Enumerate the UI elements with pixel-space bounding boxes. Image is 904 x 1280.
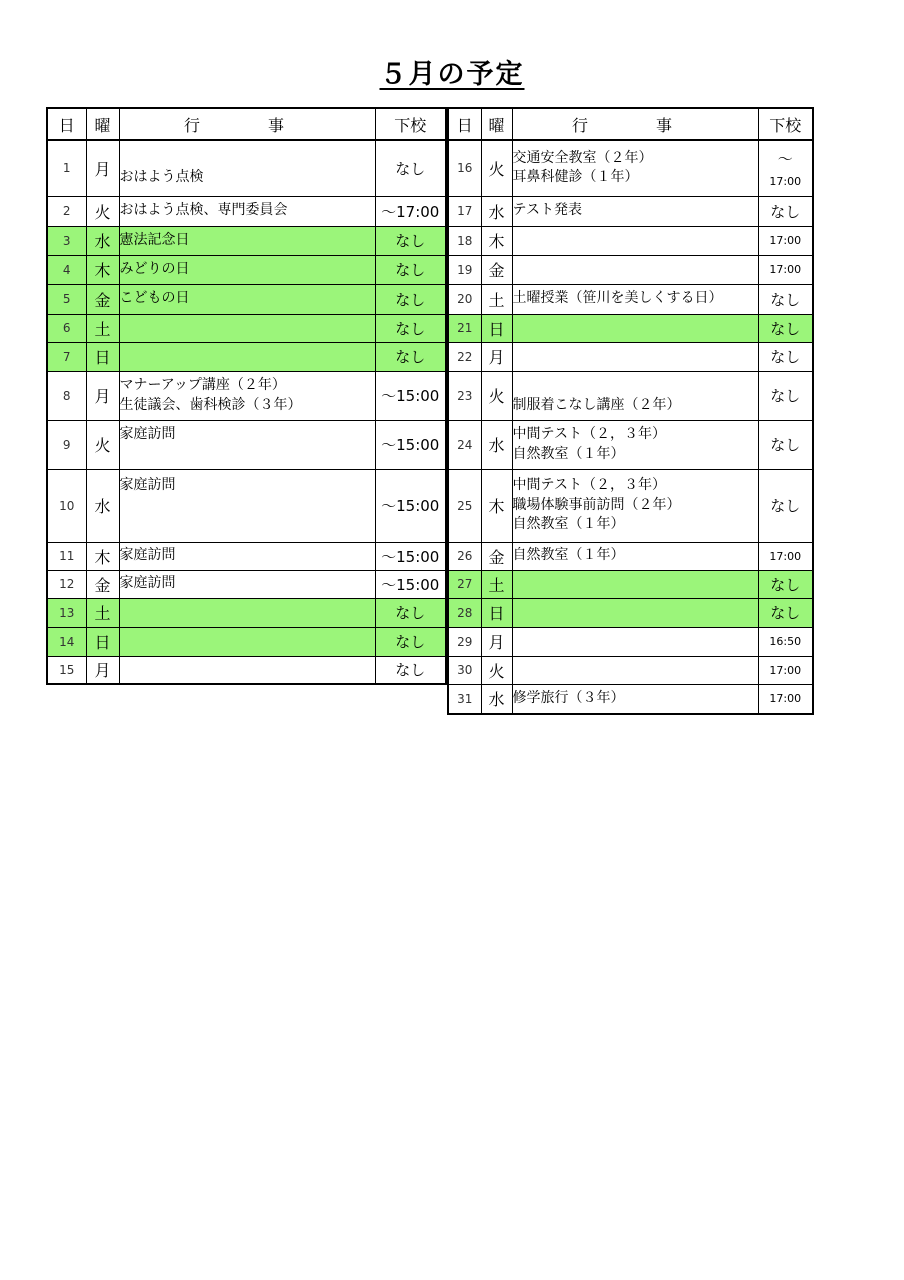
- schedule-row: [448, 570, 813, 598]
- event-cell: [119, 196, 375, 226]
- event-line: [120, 603, 375, 623]
- event-line: [120, 632, 375, 652]
- event-cell: [512, 656, 758, 684]
- weekday-cell: 日: [86, 627, 119, 656]
- event-line: 家庭訪問: [119, 575, 176, 592]
- leave-time-cell: なし: [758, 284, 813, 314]
- schedule-row: [448, 656, 813, 684]
- header-leave: 下校: [375, 108, 446, 140]
- leave-time-line: ～: [777, 150, 793, 169]
- schedule-row: [47, 255, 446, 284]
- event-cell: [119, 542, 375, 570]
- schedule-row: [448, 226, 813, 255]
- event-cell: [512, 420, 758, 469]
- schedule-row: [47, 226, 446, 255]
- event-cell: [119, 140, 375, 196]
- event-line: 家庭訪問: [119, 477, 176, 494]
- weekday-cell: 金: [481, 542, 512, 570]
- event-cell: [119, 598, 375, 627]
- schedule-table-left: [46, 107, 447, 685]
- leave-time-cell: なし: [375, 226, 446, 255]
- event-cell: [512, 598, 758, 627]
- leave-time-cell: 17:00: [758, 684, 813, 714]
- day-cell: 30: [448, 656, 481, 684]
- event-cell: [119, 469, 375, 542]
- leave-time-cell: 17:00: [758, 226, 813, 255]
- weekday-cell: 火: [481, 140, 512, 196]
- leave-time-cell: ～15:00: [375, 570, 446, 598]
- schedule-row: [47, 342, 446, 371]
- event-cell: [119, 314, 375, 342]
- leave-time-cell: なし: [758, 598, 813, 627]
- schedule-row: [47, 284, 446, 314]
- weekday-cell: 金: [481, 255, 512, 284]
- schedule-row: [448, 684, 813, 714]
- day-cell: 15: [47, 656, 86, 684]
- event-line: みどりの日: [119, 260, 190, 277]
- event-line: 自然教室（１年）: [512, 516, 625, 533]
- schedule-row: [47, 314, 446, 342]
- schedule-row: [47, 371, 446, 420]
- weekday-cell: 土: [481, 570, 512, 598]
- day-cell: 26: [448, 542, 481, 570]
- event-cell: [119, 255, 375, 284]
- schedule-row: [448, 284, 813, 314]
- leave-time-cell: なし: [375, 314, 446, 342]
- event-line: 家庭訪問: [119, 425, 176, 442]
- weekday-cell: 土: [86, 314, 119, 342]
- event-cell: [512, 627, 758, 656]
- header-event: 行 事: [119, 108, 375, 140]
- day-cell: 24: [448, 420, 481, 469]
- event-cell: [512, 684, 758, 714]
- schedule-row: [47, 140, 446, 196]
- day-cell: 19: [448, 255, 481, 284]
- event-line: 中間テスト（２，３年）: [512, 477, 666, 494]
- leave-time-cell: ～15:00: [375, 469, 446, 542]
- leave-time-cell: なし: [375, 255, 446, 284]
- event-line: [513, 231, 758, 251]
- day-cell: 21: [448, 314, 481, 342]
- event-cell: [119, 342, 375, 371]
- page-title: ５月の予定: [379, 59, 525, 90]
- weekday-cell: 月: [86, 140, 119, 196]
- leave-time-cell: なし: [758, 570, 813, 598]
- event-cell: [512, 314, 758, 342]
- schedule-row: [448, 420, 813, 469]
- schedule-row: [448, 469, 813, 542]
- weekday-cell: 木: [86, 255, 119, 284]
- event-line: 生徒議会、歯科検診（３年）: [119, 396, 302, 413]
- event-line: [513, 632, 758, 652]
- weekday-cell: 土: [86, 598, 119, 627]
- day-cell: 25: [448, 469, 481, 542]
- event-cell: [512, 469, 758, 542]
- weekday-cell: 火: [86, 420, 119, 469]
- event-cell: [119, 656, 375, 684]
- schedule-row: [47, 598, 446, 627]
- event-line: [120, 445, 375, 465]
- header-day: 日: [448, 108, 481, 140]
- header-row: [448, 108, 813, 140]
- leave-time-cell: ～15:00: [375, 542, 446, 570]
- event-line: 家庭訪問: [119, 547, 176, 564]
- schedule-row: [448, 542, 813, 570]
- leave-time-cell: なし: [758, 196, 813, 226]
- leave-time-cell: なし: [375, 284, 446, 314]
- weekday-cell: 木: [86, 542, 119, 570]
- leave-time-cell: なし: [375, 598, 446, 627]
- weekday-cell: 月: [86, 371, 119, 420]
- schedule-row: [448, 598, 813, 627]
- weekday-cell: 日: [481, 598, 512, 627]
- day-cell: 23: [448, 371, 481, 420]
- leave-time-cell: なし: [758, 420, 813, 469]
- leave-time-cell: なし: [758, 469, 813, 542]
- leave-time-cell: ～15:00: [375, 371, 446, 420]
- day-cell: 20: [448, 284, 481, 314]
- schedule-row: [448, 196, 813, 226]
- schedule-row: [47, 656, 446, 684]
- weekday-cell: 水: [481, 196, 512, 226]
- event-line: 自然教室（１年）: [512, 547, 625, 564]
- leave-time-cell: 17:00: [758, 656, 813, 684]
- event-cell: [512, 140, 758, 196]
- event-cell: [119, 226, 375, 255]
- weekday-cell: 木: [481, 469, 512, 542]
- event-line: [120, 347, 375, 367]
- schedule-table-right: [447, 107, 814, 715]
- event-line: おはよう点検、専門委員会: [119, 202, 288, 219]
- weekday-cell: 月: [481, 342, 512, 371]
- weekday-cell: 日: [481, 314, 512, 342]
- event-cell: [119, 371, 375, 420]
- event-line: [513, 376, 758, 396]
- schedule-row: [448, 140, 813, 196]
- leave-time-cell: なし: [375, 656, 446, 684]
- event-cell: [512, 570, 758, 598]
- day-cell: 10: [47, 469, 86, 542]
- weekday-cell: 水: [481, 684, 512, 714]
- weekday-cell: 月: [481, 627, 512, 656]
- schedule-row: [47, 196, 446, 226]
- day-cell: 14: [47, 627, 86, 656]
- event-line: こどもの日: [119, 290, 190, 307]
- event-line: [120, 660, 375, 680]
- day-cell: 8: [47, 371, 86, 420]
- event-line: [120, 318, 375, 338]
- event-cell: [119, 570, 375, 598]
- day-cell: 27: [448, 570, 481, 598]
- day-cell: 13: [47, 598, 86, 627]
- event-line: 自然教室（１年）: [512, 445, 625, 462]
- leave-time-cell: なし: [375, 342, 446, 371]
- schedule-row: [448, 627, 813, 656]
- day-cell: 7: [47, 342, 86, 371]
- schedule-row: [448, 371, 813, 420]
- day-cell: 3: [47, 226, 86, 255]
- header-weekday: 曜: [481, 108, 512, 140]
- header-row: [47, 108, 446, 140]
- day-cell: 6: [47, 314, 86, 342]
- weekday-cell: 金: [86, 570, 119, 598]
- event-line: [513, 574, 758, 594]
- weekday-cell: 日: [86, 342, 119, 371]
- day-cell: 4: [47, 255, 86, 284]
- header-day: 日: [47, 108, 86, 140]
- event-line: マナーアップ講座（２年）: [119, 376, 286, 393]
- day-cell: 22: [448, 342, 481, 371]
- schedule-row: [448, 255, 813, 284]
- schedule-row: [47, 570, 446, 598]
- day-cell: 31: [448, 684, 481, 714]
- leave-time-cell: なし: [375, 627, 446, 656]
- weekday-cell: 金: [86, 284, 119, 314]
- leave-time-cell: 17:00: [758, 542, 813, 570]
- header-event: 行 事: [512, 108, 758, 140]
- leave-time-cell: 17:00: [758, 255, 813, 284]
- day-cell: 2: [47, 196, 86, 226]
- weekday-cell: 火: [481, 371, 512, 420]
- day-cell: 11: [47, 542, 86, 570]
- weekday-cell: 水: [481, 420, 512, 469]
- event-line: [513, 318, 758, 338]
- event-cell: [119, 420, 375, 469]
- day-cell: 29: [448, 627, 481, 656]
- event-line: 憲法記念日: [119, 231, 190, 248]
- leave-time-cell: 16:50: [758, 627, 813, 656]
- event-cell: [512, 226, 758, 255]
- schedule-row: [47, 542, 446, 570]
- event-line: テスト発表: [512, 202, 582, 219]
- day-cell: 5: [47, 284, 86, 314]
- day-cell: 12: [47, 570, 86, 598]
- leave-time-cell: なし: [375, 140, 446, 196]
- leave-time-cell: なし: [758, 314, 813, 342]
- weekday-cell: 土: [481, 284, 512, 314]
- day-cell: 16: [448, 140, 481, 196]
- leave-time-cell: なし: [758, 371, 813, 420]
- page-title-wrap: [0, 52, 904, 91]
- schedule-row: [47, 627, 446, 656]
- leave-time-cell: なし: [758, 342, 813, 371]
- weekday-cell: 水: [86, 226, 119, 255]
- event-line: [513, 603, 758, 623]
- day-cell: 9: [47, 420, 86, 469]
- day-cell: 17: [448, 196, 481, 226]
- schedule-row: [448, 342, 813, 371]
- event-cell: [512, 196, 758, 226]
- event-line: [120, 149, 375, 169]
- event-line: [120, 496, 375, 516]
- event-line: [513, 660, 758, 680]
- event-line: 中間テスト（２，３年）: [512, 425, 666, 442]
- schedule-row: [448, 314, 813, 342]
- header-leave: 下校: [758, 108, 813, 140]
- event-line: 土曜授業（笹川を美しくする日）: [512, 290, 723, 307]
- event-line: 修学旅行（３年）: [512, 689, 625, 706]
- weekday-cell: 火: [481, 656, 512, 684]
- event-cell: [512, 542, 758, 570]
- header-weekday: 曜: [86, 108, 119, 140]
- weekday-cell: 火: [86, 196, 119, 226]
- event-cell: [512, 284, 758, 314]
- schedule-row: [47, 420, 446, 469]
- event-cell: [119, 284, 375, 314]
- leave-time-cell: ～17:00: [375, 196, 446, 226]
- event-cell: [512, 371, 758, 420]
- event-line: おはよう点検: [119, 169, 204, 186]
- weekday-cell: 月: [86, 656, 119, 684]
- event-line: [120, 515, 375, 535]
- day-cell: 18: [448, 226, 481, 255]
- event-line: [513, 347, 758, 367]
- leave-time-line: 17:00: [769, 175, 802, 189]
- event-cell: [512, 342, 758, 371]
- schedule-row: [47, 469, 446, 542]
- leave-time-cell: [758, 140, 813, 196]
- event-cell: [512, 255, 758, 284]
- event-line: [513, 260, 758, 280]
- event-cell: [119, 627, 375, 656]
- day-cell: 28: [448, 598, 481, 627]
- day-cell: 1: [47, 140, 86, 196]
- leave-time-cell: ～15:00: [375, 420, 446, 469]
- weekday-cell: 木: [481, 226, 512, 255]
- event-line: 職場体験事前訪問（２年）: [512, 496, 681, 513]
- event-line: 交通安全教室（２年）: [512, 149, 653, 166]
- event-line: 制服着こなし講座（２年）: [512, 396, 681, 413]
- weekday-cell: 水: [86, 469, 119, 542]
- event-line: 耳鼻科健診（１年）: [512, 169, 639, 186]
